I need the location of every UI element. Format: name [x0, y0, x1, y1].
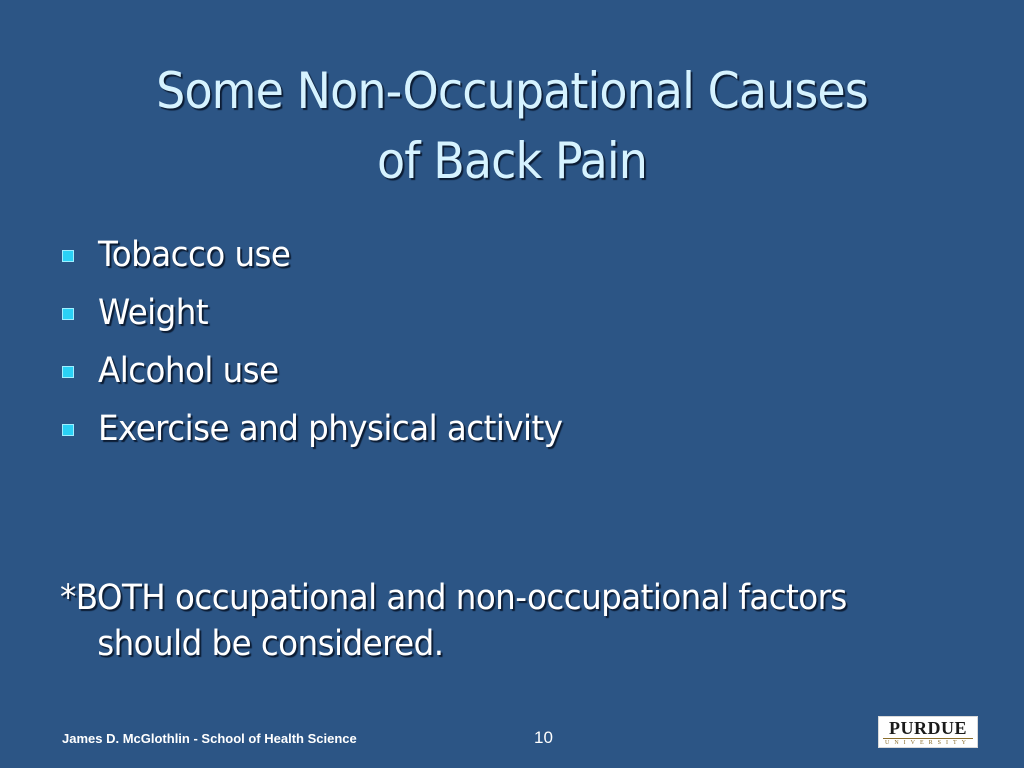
bullet-item: [62, 284, 597, 342]
square-bullet-icon: [62, 424, 74, 436]
square-bullet-icon: [62, 308, 74, 320]
bullet-item: [62, 226, 597, 284]
square-bullet-icon: [62, 250, 74, 262]
square-bullet-icon: [62, 366, 74, 378]
bullet-text: Exercise and physical activity: [98, 409, 563, 449]
purdue-logo: [878, 716, 978, 748]
bullet-item: [62, 342, 597, 400]
logo-name: PURDUE: [889, 718, 967, 738]
footnote-line-1: *BOTH occupational and non-occupational factors: [60, 578, 847, 618]
logo-subtitle: UNIVERSITY: [885, 740, 971, 746]
bullet-text: Alcohol use: [98, 351, 279, 391]
bullet-text: Weight: [98, 293, 209, 333]
slide-title-line-2: of Back Pain: [376, 132, 648, 190]
bullet-item: [62, 400, 597, 458]
footnote: [60, 575, 980, 667]
slide-title: [96, 56, 928, 196]
bullet-text: Tobacco use: [98, 235, 291, 275]
footer-author: James D. McGlothlin - School of Health Science: [62, 731, 357, 746]
bullet-list: [62, 226, 597, 458]
page-number: 10: [534, 728, 553, 747]
slide-title-line-1: Some Non-Occupational Causes: [156, 62, 868, 120]
footnote-line-2: should be considered.: [97, 624, 444, 664]
